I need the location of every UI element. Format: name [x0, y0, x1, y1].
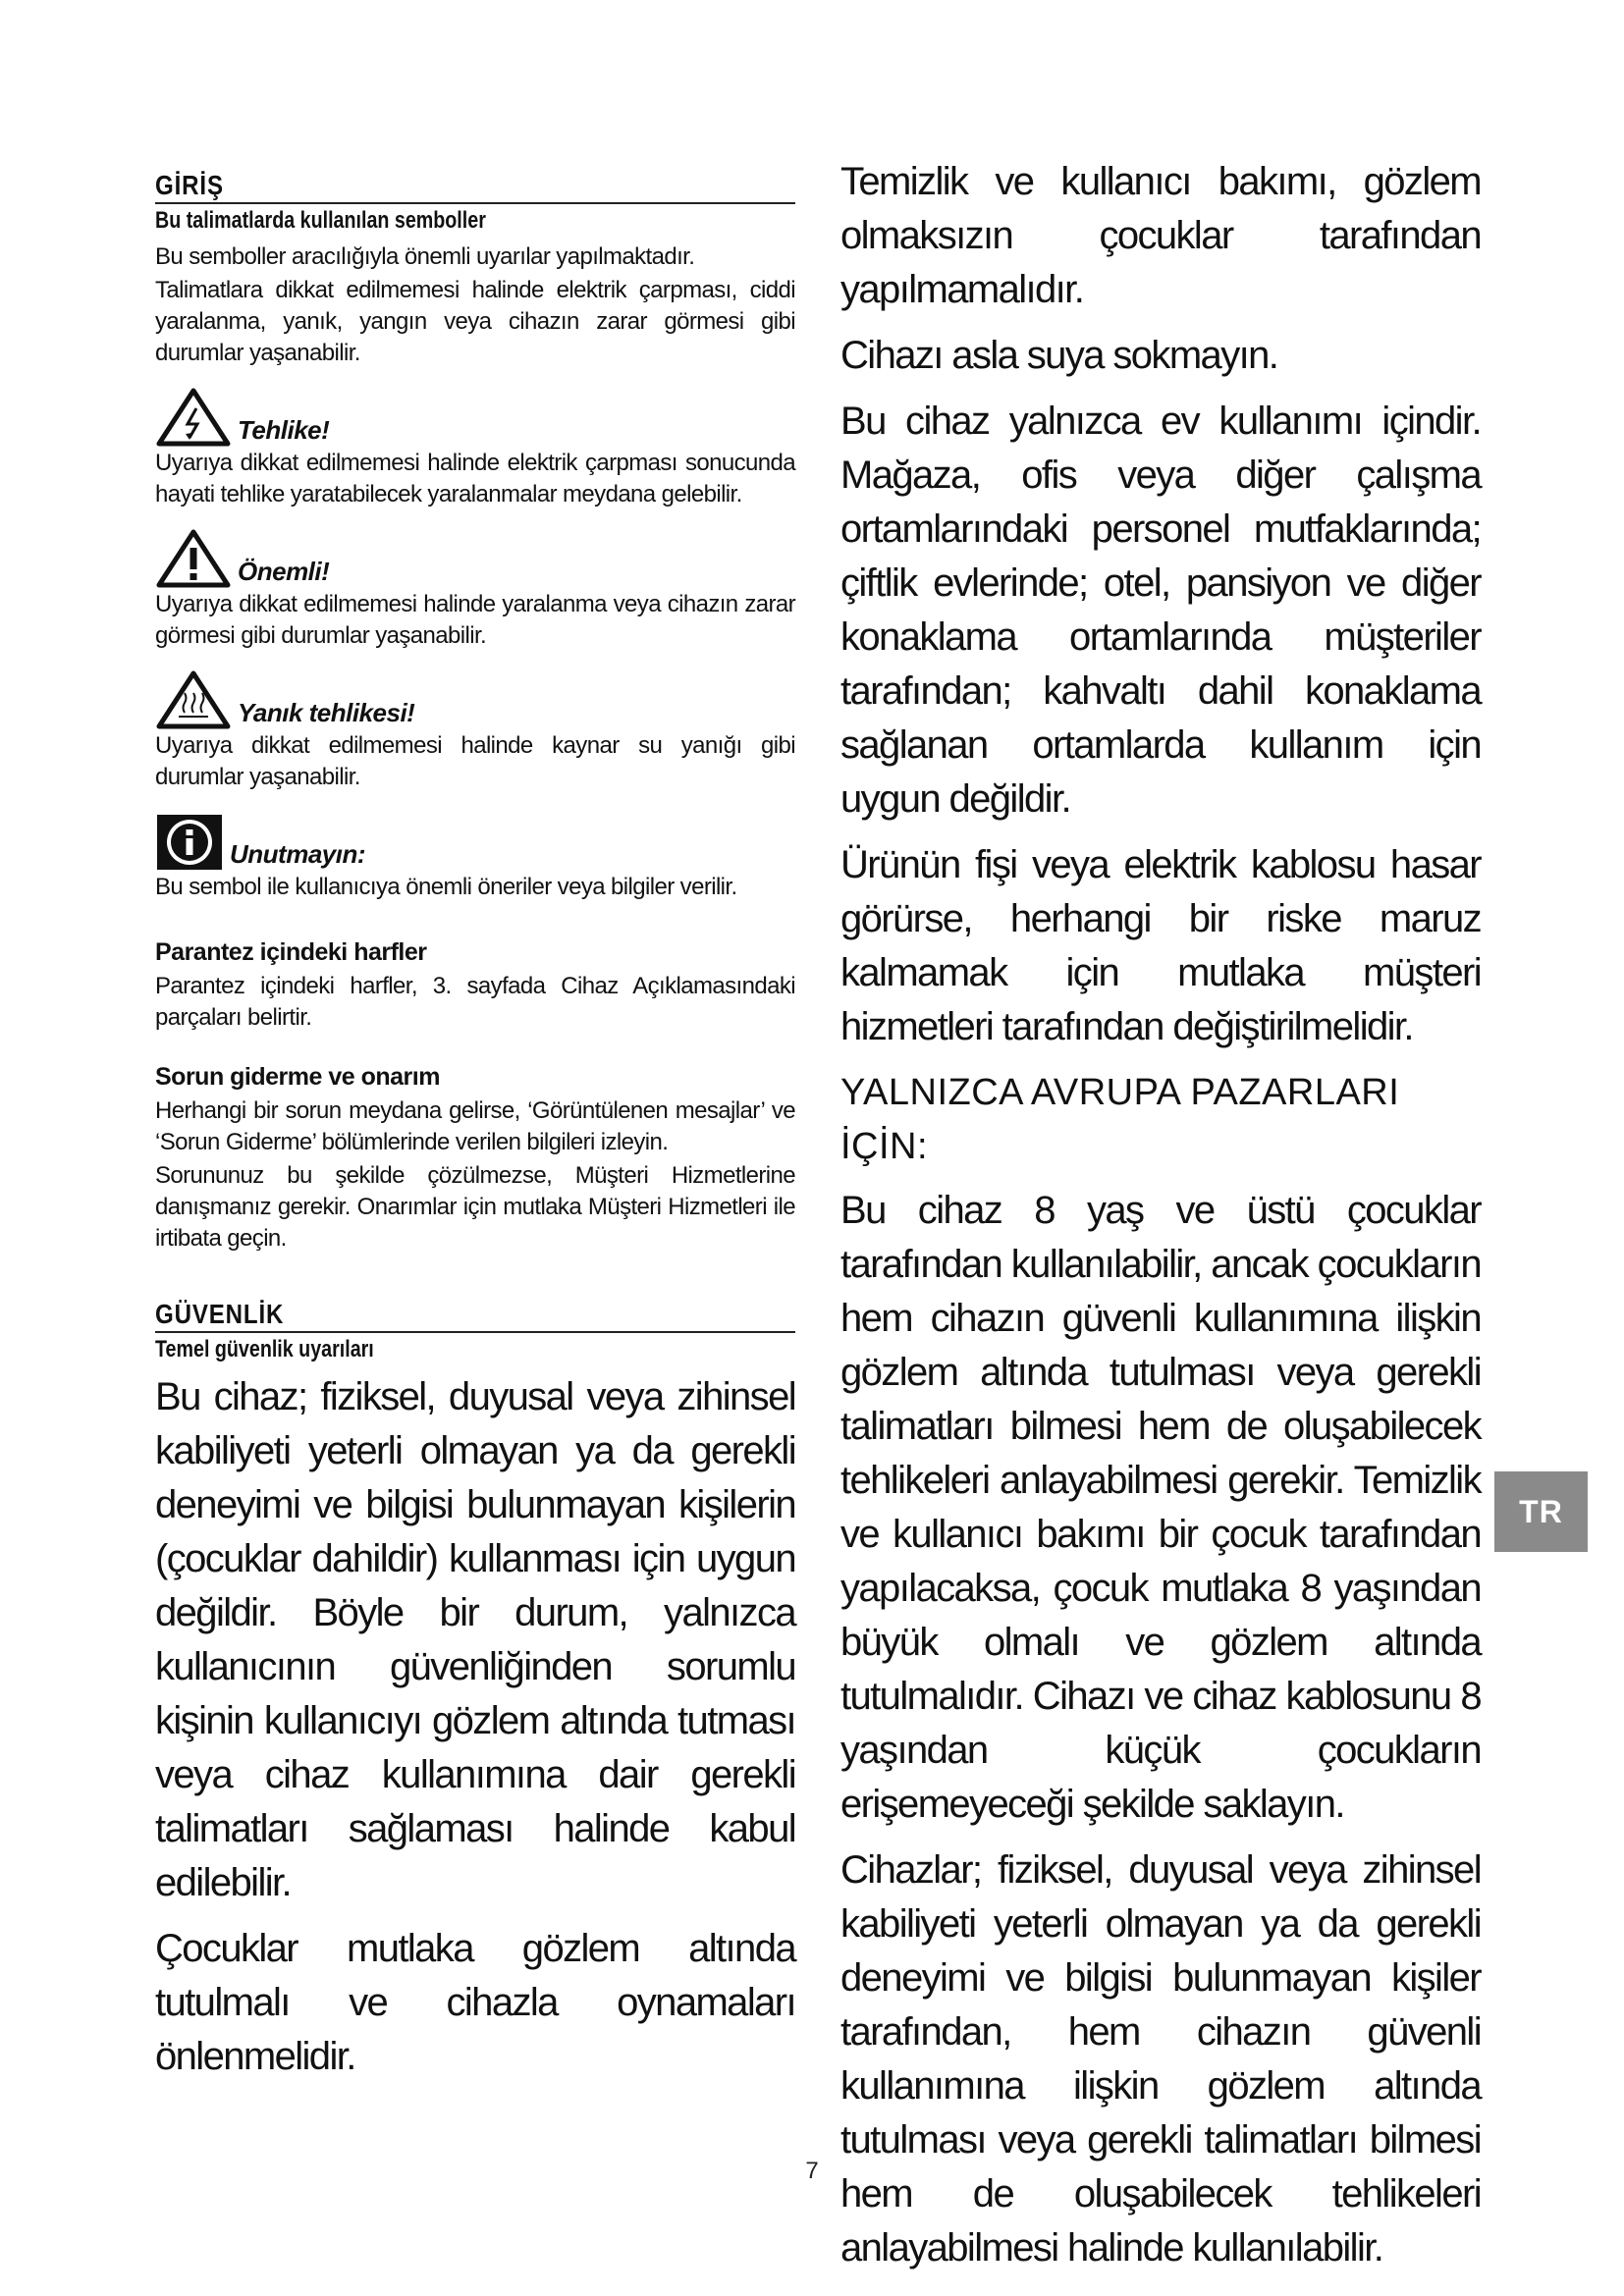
right-paragraph-2: Cihazı asla suya sokmayın.	[840, 334, 1278, 377]
electric-hazard-icon	[155, 387, 232, 448]
right-paragraph-5: Bu cihaz 8 yaş ve üstü çocuklar tarafından kullanılabilir, ancak çocukların hem cihazın güvenli kullanımına ilişkin gözlem altında tutulması veya gerekli talimatları bilmesi hem de oluşabilecek tehlikeleri anlayabilmesi gerekir. Temizlik ve kullanıcı bakımı bir çocuk tarafından yapılacaksa, çocuk mutlaka 8 yaşından büyük olmalı ve gözlem altında tutulmalıdır. Cihazı ve cihaz kablosunu 8 yaşından küçük çocukların erişemeyeceği şekilde saklayın.	[840, 1189, 1481, 1826]
intro-paragraph-2: Talimatlara dikkat edilmemesi halinde elektrik çarpması, ciddi yaralanma, yanık, yangın veya cihazın zarar görmesi gibi durumlar yaşanabilir.	[155, 277, 795, 366]
symbol-burn-text: Uyarıya dikkat edilmemesi halinde kaynar su yanığı gibi durumlar yaşanabilir.	[155, 732, 795, 790]
symbol-note-label: Unutmayın:	[230, 839, 365, 869]
troubleshoot-title: Sorun giderme ve onarım	[155, 1063, 440, 1091]
intro-subheading: Bu talimatlarda kullanılan semboller	[155, 207, 486, 234]
left-column	[155, 169, 795, 2096]
safety-paragraph-2: Çocuklar mutlaka gözlem altında tutulmalı ve cihazla oynamaları önlenmelidir.	[155, 1927, 795, 2078]
warning-exclamation-icon	[155, 528, 232, 589]
symbol-burn	[155, 662, 795, 730]
troubleshoot-paragraph-1: Herhangi bir sorun meydana gelirse, ‘Görüntülenen mesajlar’ ve ‘Sorun Giderme’ bölümlerinde verilen bilgileri izleyin.	[155, 1097, 795, 1155]
symbol-danger	[155, 379, 795, 448]
right-paragraph-1: Temizlik ve kullanıcı bakımı, gözlem olmaksızın çocuklar tarafından yapılmamalıdır.	[840, 160, 1481, 311]
symbol-important-text: Uyarıya dikkat edilmemesi halinde yaralanma veya cihazın zarar görmesi gibi durumlar yaşanabilir.	[155, 591, 795, 649]
safety-rule	[155, 1331, 795, 1333]
symbol-important-label: Önemli!	[238, 557, 330, 586]
hot-surface-icon	[155, 669, 232, 730]
page-number: 7	[805, 2158, 819, 2184]
intro-rule	[155, 202, 795, 204]
symbol-note	[155, 803, 795, 872]
info-icon	[155, 813, 224, 872]
safety-heading: GÜVENLİK	[155, 1299, 285, 1329]
symbol-important	[155, 520, 795, 589]
symbol-note-text: Bu sembol ile kullanıcıya önemli öneriler veya bilgiler verilir.	[155, 874, 737, 900]
symbol-danger-text: Uyarıya dikkat edilmemesi halinde elektrik çarpması sonucunda hayati tehlike yaratabilecek yaralanmalar meydana gelebilir.	[155, 450, 795, 507]
language-tab: TR	[1494, 1471, 1588, 1552]
parentheses-text: Parantez içindeki harfler, 3. sayfada Cihaz Açıklamasındaki parçaları belirtir.	[155, 973, 795, 1031]
eu-markets-heading: YALNIZCA AVRUPA PAZARLARI İÇİN:	[840, 1072, 1400, 1167]
safety-paragraph-1: Bu cihaz; fiziksel, duyusal veya zihinsel kabiliyeti yeterli olmayan ya da gerekli deneyimi ve bilgisi bulunmayan kişilerin (çocuklar dahildir) kullanması için uygun değildir. Böyle bir durum, yalnızca kullanıcının güvenliğinden sorumlu kişinin kullanıcıyı gözlem altında tutması veya cihaz kullanımına dair gerekli talimatları sağlaması halinde kabul edilebilir.	[155, 1375, 795, 1904]
parentheses-title: Parantez içindeki harfler	[155, 938, 427, 966]
right-paragraph-6: Cihazlar; fiziksel, duyusal veya zihinsel kabiliyeti yeterli olmayan ya da gerekli deneyimi ve bilgisi bulunmayan kişiler tarafından, hem cihazın güvenli kullanımına ilişkin gözlem altında tutulması veya gerekli talimatları bilmesi hem de oluşabilecek tehlikeleri anlayabilmesi halinde kullanılabilir.	[840, 1848, 1481, 2269]
troubleshoot-paragraph-2: Sorununuz bu şekilde çözülmezse, Müşteri Hizmetlerine danışmanız gerekir. Onarımlar için mutlaka Müşteri Hizmetleri ile irtibata geçin.	[155, 1162, 795, 1252]
safety-subheading: Temel güvenlik uyarıları	[155, 1336, 374, 1362]
right-column	[840, 160, 1481, 2287]
symbol-danger-label: Tehlike!	[238, 415, 330, 445]
right-paragraph-3: Bu cihaz yalnızca ev kullanımı içindir. Mağaza, ofis veya diğer çalışma ortamlarındaki personel mutfaklarında; çiftlik evlerinde; otel, pansiyon ve diğer konaklama ortamlarında müşteriler tarafından; kahvaltı dahil konaklama sağlanan ortamlarda kullanım için uygun değildir.	[840, 400, 1481, 821]
symbol-burn-label: Yanık tehlikesi!	[238, 698, 415, 727]
intro-heading: GİRİŞ	[155, 170, 224, 200]
intro-paragraph-1: Bu semboller aracılığıyla önemli uyarılar yapılmaktadır.	[155, 243, 695, 270]
right-paragraph-4: Ürünün fişi veya elektrik kablosu hasar görürse, herhangi bir riske maruz kalmamak için mutlaka müşteri hizmetleri tarafından değiştirilmelidir.	[840, 843, 1481, 1048]
